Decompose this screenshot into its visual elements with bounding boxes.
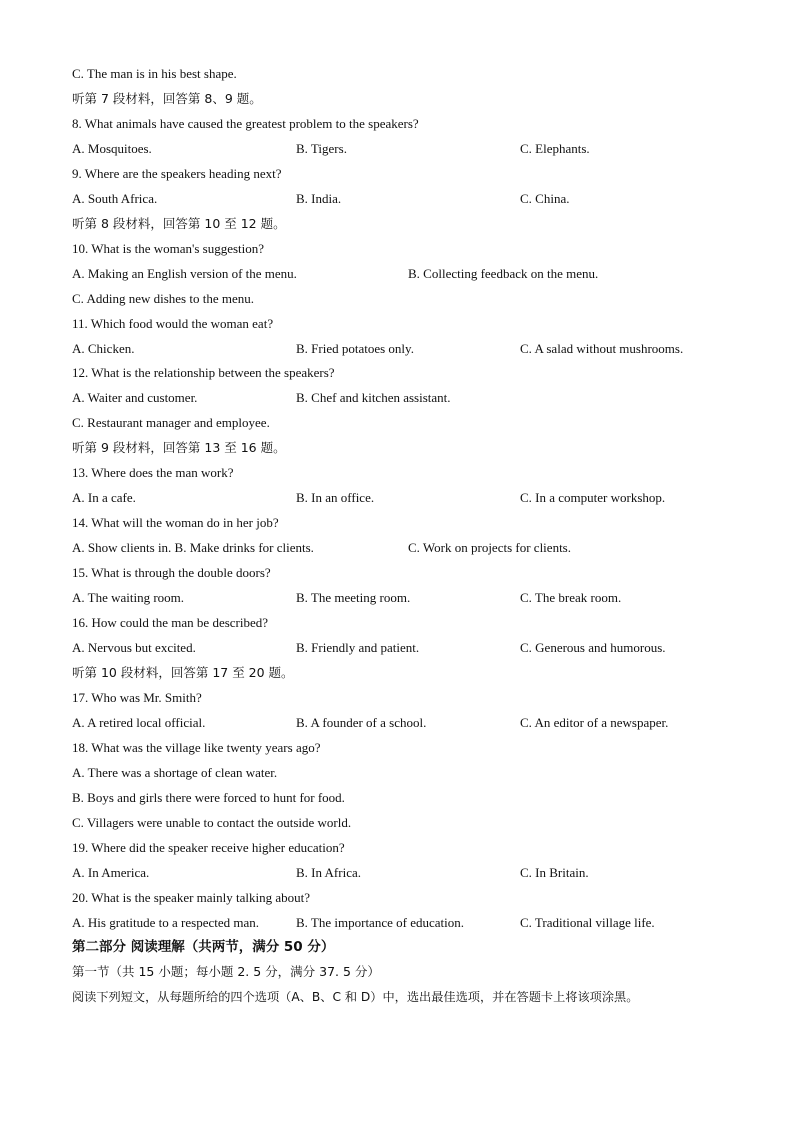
q14-option-c: C. Work on projects for clients. [408,540,571,555]
q16-option-b: B. Friendly and patient. [296,640,420,655]
question-20: 20. What is the speaker mainly talking about? [72,890,311,905]
q20-option-c: C. Traditional village life. [520,915,655,930]
question-13: 13. Where does the man work? [72,465,234,480]
q14-options-ab: A. Show clients in. B. Make drinks for clients. [72,540,314,555]
question-14: 14. What will the woman do in her job? [72,515,279,530]
q7-option-c: C. The man is in his best shape. [72,66,237,81]
q10-option-c: C. Adding new dishes to the menu. [72,291,254,306]
q8-option-c: C. Elephants. [520,141,590,156]
q8-option-b: B. Tigers. [296,141,347,156]
q19-option-b: B. In Africa. [296,865,361,880]
q16-option-a: A. Nervous but excited. [72,640,196,655]
q12-option-c: C. Restaurant manager and employee. [72,415,270,430]
q8-option-a: A. Mosquitoes. [72,141,152,156]
q12-option-a: A. Waiter and customer. [72,390,198,405]
q17-option-b: B. A founder of a school. [296,715,427,730]
question-17: 17. Who was Mr. Smith? [72,690,202,705]
question-19: 19. Where did the speaker receive higher education? [72,840,345,855]
q17-option-c: C. An editor of a newspaper. [520,715,669,730]
q13-option-c: C. In a computer workshop. [520,490,666,505]
question-16: 16. How could the man be described? [72,615,269,630]
q9-option-a: A. South Africa. [72,191,158,206]
q12-option-b: B. Chef and kitchen assistant. [296,390,451,405]
question-18: 18. What was the village like twenty years ago? [72,740,321,755]
part-2-instruction: 阅读下列短文，从每题所给的四个选项（A、B、C 和 D）中，选出最佳选项，并在答题卡上将该项涂黑。 [72,990,639,1004]
q11-option-b: B. Fried potatoes only. [296,341,414,356]
q15-option-c: C. The break room. [520,590,622,605]
q20-option-a: A. His gratitude to a respected man. [72,915,259,930]
part-2-section-1: 第一节（共 15 小题；每小题 2. 5 分，满分 37. 5 分） [72,964,380,979]
q20-option-b: B. The importance of education. [296,915,464,930]
q9-option-b: B. India. [296,191,342,206]
q18-option-c: C. Villagers were unable to contact the outside world. [72,815,352,830]
q19-option-c: C. In Britain. [520,865,589,880]
q19-option-a: A. In America. [72,865,150,880]
section-10-instruction: 听第 10 段材料，回答第 17 至 20 题。 [72,665,294,680]
q13-option-b: B. In an office. [296,490,375,505]
q15-option-b: B. The meeting room. [296,590,411,605]
q9-option-c: C. China. [520,191,570,206]
section-7-instruction: 听第 7 段材料，回答第 8、9 题。 [72,91,262,106]
question-9: 9. Where are the speakers heading next? [72,166,282,181]
section-9-instruction: 听第 9 段材料，回答第 13 至 16 题。 [72,440,286,455]
question-12: 12. What is the relationship between the speakers? [72,365,335,380]
q10-option-a: A. Making an English version of the menu. [72,266,297,281]
q15-option-a: A. The waiting room. [72,590,185,605]
part-2-heading: 第二部分 阅读理解（共两节，满分 50 分） [72,939,335,955]
q18-option-b: B. Boys and girls there were forced to hunt for food. [72,790,345,805]
question-15: 15. What is through the double doors? [72,565,271,580]
q13-option-a: A. In a cafe. [72,490,136,505]
section-8-instruction: 听第 8 段材料，回答第 10 至 12 题。 [72,216,286,231]
question-11: 11. Which food would the woman eat? [72,316,274,331]
q18-option-a: A. There was a shortage of clean water. [72,765,278,780]
q11-option-c: C. A salad without mushrooms. [520,341,684,356]
question-10: 10. What is the woman's suggestion? [72,241,265,256]
question-8: 8. What animals have caused the greatest problem to the speakers? [72,116,419,131]
q11-option-a: A. Chicken. [72,341,135,356]
q17-option-a: A. A retired local official. [72,715,206,730]
q10-option-b: B. Collecting feedback on the menu. [408,266,599,281]
q16-option-c: C. Generous and humorous. [520,640,666,655]
